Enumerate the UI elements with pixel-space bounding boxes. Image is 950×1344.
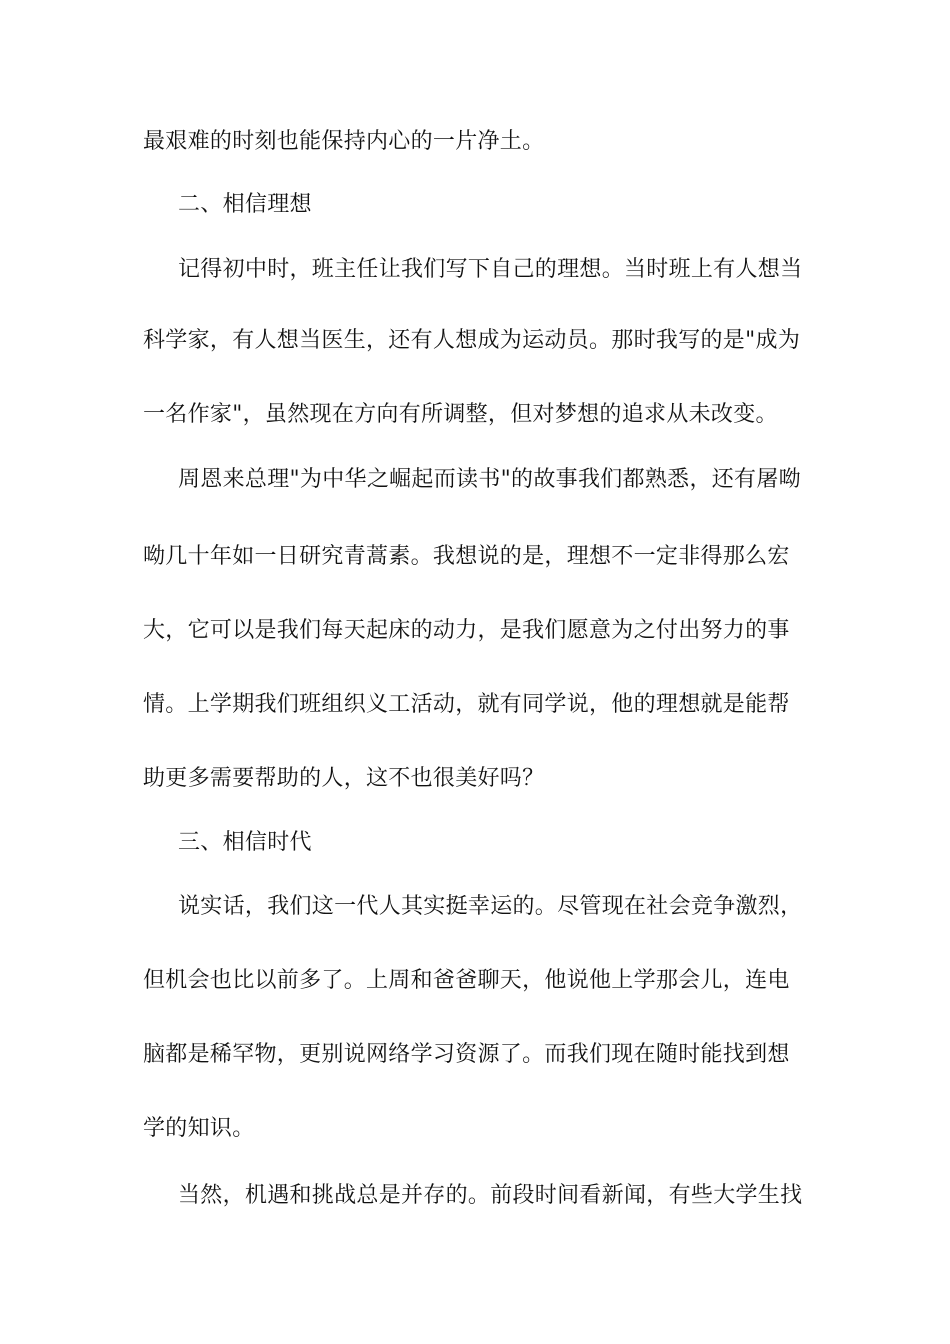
paragraph-line: 脑都是稀罕物，更别说网络学习资源了。而我们现在随时能找到想 [143, 1042, 790, 1067]
paragraph-line: 当然，机遇和挑战总是并存的。前段时间看新闻，有些大学生找 [178, 1183, 803, 1208]
paragraph-line: 周恩来总理"为中华之崛起而读书"的故事我们都熟悉，还有屠呦 [178, 467, 801, 492]
paragraph-line: 最艰难的时刻也能保持内心的一片净土。 [143, 129, 545, 154]
paragraph-line: 一名作家"，虽然现在方向有所调整，但对梦想的追求从未改变。 [143, 402, 778, 427]
paragraph-line: 但机会也比以前多了。上周和爸爸聊天，他说他上学那会儿，连电 [143, 968, 790, 993]
paragraph-line: 学的知识。 [143, 1116, 255, 1141]
paragraph-line: 说实话，我们这一代人其实挺幸运的。尽管现在社会竞争激烈， [178, 894, 803, 919]
paragraph-line: 记得初中时，班主任让我们写下自己的理想。当时班上有人想当 [178, 257, 803, 282]
paragraph-line: 情。上学期我们班组织义工活动，就有同学说，他的理想就是能帮 [143, 692, 790, 717]
paragraph-line: 大，它可以是我们每天起床的动力，是我们愿意为之付出努力的事 [143, 618, 790, 643]
paragraph-line: 呦几十年如一日研究青蒿素。我想说的是，理想不一定非得那么宏 [143, 544, 790, 569]
section-heading: 二、相信理想 [178, 192, 312, 217]
paragraph-line: 助更多需要帮助的人，这不也很美好吗？ [143, 766, 545, 791]
section-heading: 三、相信时代 [178, 830, 312, 855]
paragraph-line: 科学家，有人想当医生，还有人想成为运动员。那时我写的是"成为 [143, 328, 801, 353]
